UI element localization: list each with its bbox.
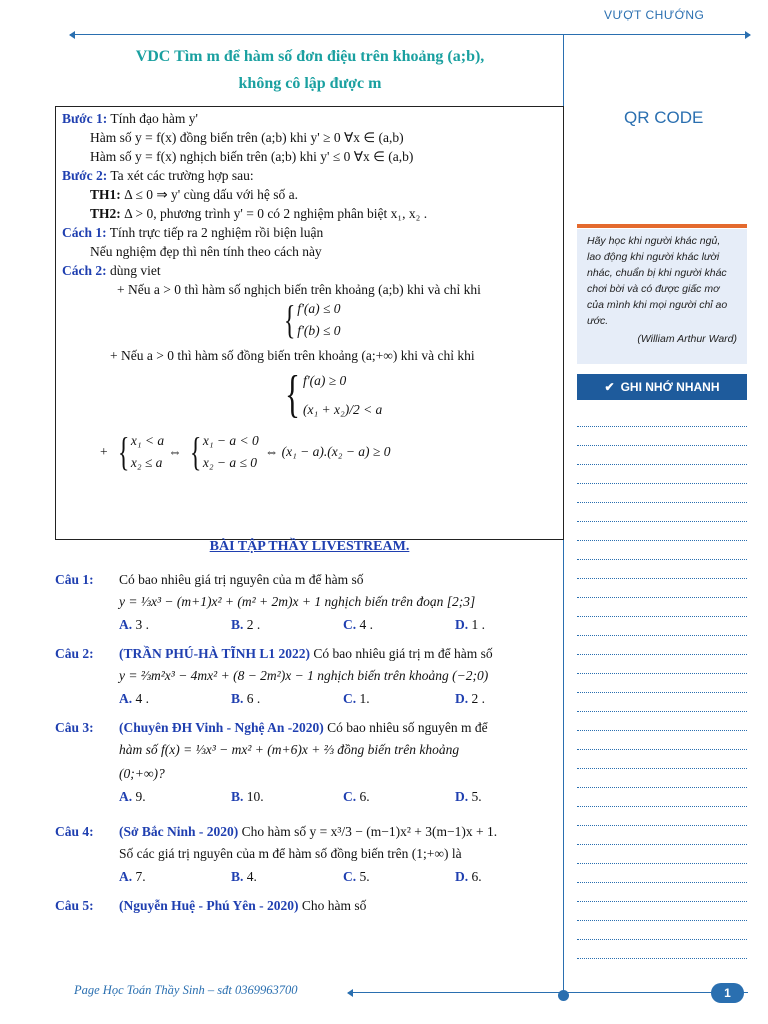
- note-line: [577, 408, 747, 427]
- th1-label: TH1:: [90, 187, 121, 202]
- bottom-rule: [348, 992, 748, 993]
- method1-label: Cách 1:: [62, 225, 107, 240]
- step1: [62, 109, 557, 128]
- system-increasing: [280, 366, 383, 423]
- note-line: [577, 940, 747, 959]
- note-line: [577, 655, 747, 674]
- note-line: [577, 788, 747, 807]
- plus-sign: +: [100, 444, 108, 459]
- step2-text: Ta xét các trường hợp sau:: [110, 168, 254, 183]
- system-lines: [297, 299, 340, 340]
- note-line: [577, 560, 747, 579]
- note-line: [577, 598, 747, 617]
- quick-notes-title: GHI NHỚ NHANH: [620, 380, 720, 394]
- option-b[interactable]: B. 6 .: [231, 691, 261, 706]
- system-line: f'(a) ≥ 0: [302, 373, 347, 388]
- note-line: [577, 636, 747, 655]
- quote-box: [577, 229, 747, 364]
- note-line: [577, 883, 747, 902]
- option-a[interactable]: A. 4 .: [119, 691, 149, 706]
- question-item: [55, 570, 567, 636]
- step1-text: Tính đạo hàm y': [110, 111, 198, 126]
- page-number: 1: [711, 983, 744, 1003]
- note-line: [577, 769, 747, 788]
- footer-text: Page Học Toán Thầy Sinh – sđt 0369963700: [74, 983, 298, 997]
- question-list: [55, 570, 567, 924]
- page-title: [60, 43, 560, 97]
- question-item: [55, 896, 567, 916]
- system-line: (x₁ + x₂)/2 < a: [302, 402, 383, 417]
- note-line: [577, 427, 747, 446]
- system-lines: [131, 431, 164, 472]
- note-line: [577, 465, 747, 484]
- equivalence-line: [62, 428, 557, 474]
- question-text: Cho hàm số y = x³/3 − (m−1)x² + 3(m−1)x + 1.: [241, 824, 498, 839]
- option-c[interactable]: C. 5.: [343, 869, 370, 884]
- note-line: [577, 731, 747, 750]
- brace-symbol: {: [283, 296, 296, 342]
- qr-code-label: QR CODE: [624, 108, 704, 127]
- case-th1: [62, 185, 557, 204]
- question-formula: y = ⅔m²x³ − 4mx² + (8 − 2m²)x − 1 nghịch biến trên khoảng (−2;0): [119, 668, 489, 683]
- question-item: [55, 822, 567, 888]
- question-item: [55, 718, 567, 808]
- note-line: [577, 579, 747, 598]
- step1-decrease: Hàm số y = f(x) nghịch biến trên (a;b) khi y' ≤ 0 ∀x ∈ (a,b): [90, 149, 414, 164]
- method1-note: Nếu nghiệm đẹp thì nên tính theo cách này: [90, 244, 322, 259]
- question-number: Câu 5:: [55, 898, 94, 913]
- question-text: Có bao nhiêu giá trị m để hàm số: [313, 646, 493, 661]
- option-a[interactable]: A. 9.: [119, 789, 146, 804]
- answer-options: [55, 866, 567, 888]
- th2-text: Δ > 0, phương trình y' = 0 có 2 nghiệm phân biệt x₁, x₂ .: [124, 206, 428, 221]
- option-d[interactable]: D. 5.: [455, 789, 482, 804]
- brace-symbol: {: [189, 428, 201, 474]
- option-c[interactable]: C. 1.: [343, 691, 370, 706]
- note-line: [577, 484, 747, 503]
- question-formula: Số các giá trị nguyên của m để hàm số đồng biến trên (1;+∞) là: [119, 846, 462, 861]
- system-line: f'(b) ≤ 0: [297, 323, 341, 338]
- question-text: Có bao nhiêu số nguyên m để: [327, 720, 488, 735]
- quote-author: (William Arthur Ward): [637, 333, 737, 345]
- quote-accent-bar: [577, 224, 747, 228]
- step2-label: Bước 2:: [62, 168, 108, 183]
- note-line: [577, 446, 747, 465]
- th2-label: TH2:: [90, 206, 121, 221]
- note-line: [577, 674, 747, 693]
- equiv-arrow: ⇔: [168, 444, 182, 459]
- system-lines: [203, 431, 259, 472]
- note-line: [577, 541, 747, 560]
- option-d[interactable]: D. 2 .: [455, 691, 485, 706]
- system-line: x₁ < a: [130, 433, 165, 448]
- method1: [62, 223, 557, 242]
- step2: [62, 166, 557, 185]
- note-line: [577, 503, 747, 522]
- th1-text: Δ ≤ 0 ⇒ y' cùng dấu với hệ số a.: [124, 187, 298, 202]
- note-line: [577, 807, 747, 826]
- note-line: [577, 617, 747, 636]
- answer-options: [55, 786, 567, 808]
- quote-text: Hãy học khi người khác ngủ, lao động khi người khác lười nhác, chuẩn bị khi người khác chơi bời và có được giấc mơ của mình khi mọi người chỉ ao ước.: [587, 235, 728, 327]
- question-source: (Sở Bắc Ninh - 2020): [119, 824, 239, 839]
- option-b[interactable]: B. 10.: [231, 789, 264, 804]
- option-c[interactable]: C. 6.: [343, 789, 370, 804]
- note-line: [577, 902, 747, 921]
- note-line: [577, 921, 747, 940]
- theory-box: [55, 106, 564, 540]
- note-line: [577, 750, 747, 769]
- notes-lines: [577, 408, 747, 959]
- system-line: f'(a) ≤ 0: [297, 301, 341, 316]
- method2: [62, 261, 557, 280]
- brace-symbol: {: [284, 366, 300, 423]
- equivalence-result: ⇔ (x₁ − a).(x₂ − a) ≥ 0: [264, 444, 391, 459]
- note-line: [577, 864, 747, 883]
- title-line-1: VDC Tìm m để hàm số đơn điệu trên khoảng (a;b),: [135, 48, 485, 65]
- question-number: Câu 1:: [55, 572, 94, 587]
- question-source: (Chuyên ĐH Vinh - Nghệ An -2020): [119, 720, 324, 735]
- system-decreasing: [280, 296, 341, 342]
- note-line: [577, 522, 747, 541]
- method2-case1: + Nếu a > 0 thì hàm số nghịch biến trên khoảng (a;b) khi và chỉ khi: [117, 282, 481, 297]
- question-source: (Nguyễn Huệ - Phú Yên - 2020): [119, 898, 299, 913]
- option-d[interactable]: D. 1 .: [455, 617, 485, 632]
- method2-case2: + Nếu a > 0 thì hàm số đồng biến trên khoảng (a;+∞) khi và chỉ khi: [110, 348, 475, 363]
- note-line: [577, 826, 747, 845]
- system-line: x₂ ≤ a: [130, 455, 163, 470]
- note-line: [577, 693, 747, 712]
- system-line: x₂ − a ≤ 0: [202, 455, 258, 470]
- exercise-heading: BÀI TẬP THẦY LIVESTREAM.: [209, 539, 410, 554]
- question-item: [55, 644, 567, 710]
- question-formula: y = ⅓x³ − (m+1)x² + (m² + 2m)x + 1 nghịch biến trên đoạn [2;3]: [119, 594, 476, 609]
- method2-label: Cách 2:: [62, 263, 107, 278]
- case-th2: [62, 204, 557, 223]
- question-number: Câu 2:: [55, 646, 94, 661]
- check-icon: ✔: [604, 380, 615, 394]
- top-rule: [70, 34, 750, 35]
- method1-text: Tính trực tiếp ra 2 nghiệm rồi biện luận: [109, 225, 324, 240]
- brand-header: VƯỢT CHƯỚNG: [604, 8, 705, 22]
- option-a[interactable]: A. 7.: [119, 869, 146, 884]
- note-line: [577, 845, 747, 864]
- brace-symbol: {: [117, 428, 129, 474]
- method2-text: dùng viet: [110, 263, 161, 278]
- option-a[interactable]: A. 3 .: [119, 617, 149, 632]
- question-formula: hàm số f(x) = ⅓x³ − mx² + (m+6)x + ⅔ đồng biến trên khoảng: [119, 742, 460, 757]
- step1-increase: Hàm số y = f(x) đồng biến trên (a;b) khi y' ≥ 0 ∀x ∈ (a,b): [90, 130, 404, 145]
- option-b[interactable]: B. 2 .: [231, 617, 261, 632]
- quick-notes-header: [577, 374, 747, 400]
- option-d[interactable]: D. 6.: [455, 869, 482, 884]
- question-number: Câu 4:: [55, 824, 94, 839]
- title-line-2: không cô lập được m: [238, 75, 382, 92]
- option-c[interactable]: C. 4 .: [343, 617, 373, 632]
- option-b[interactable]: B. 4.: [231, 869, 257, 884]
- question-interval: (0;+∞)?: [119, 766, 165, 781]
- answer-options: [55, 688, 567, 710]
- system-line: x₁ − a < 0: [202, 433, 259, 448]
- note-line: [577, 712, 747, 731]
- question-number: Câu 3:: [55, 720, 94, 735]
- question-text: Cho hàm số: [301, 898, 367, 913]
- answer-options: [55, 614, 567, 636]
- system-lines: [303, 371, 382, 419]
- step1-label: Bước 1:: [62, 111, 108, 126]
- question-source: (TRẦN PHÚ-HÀ TĨNH L1 2022): [119, 646, 311, 661]
- question-text: Có bao nhiêu giá trị nguyên của m để hàm số: [119, 572, 364, 587]
